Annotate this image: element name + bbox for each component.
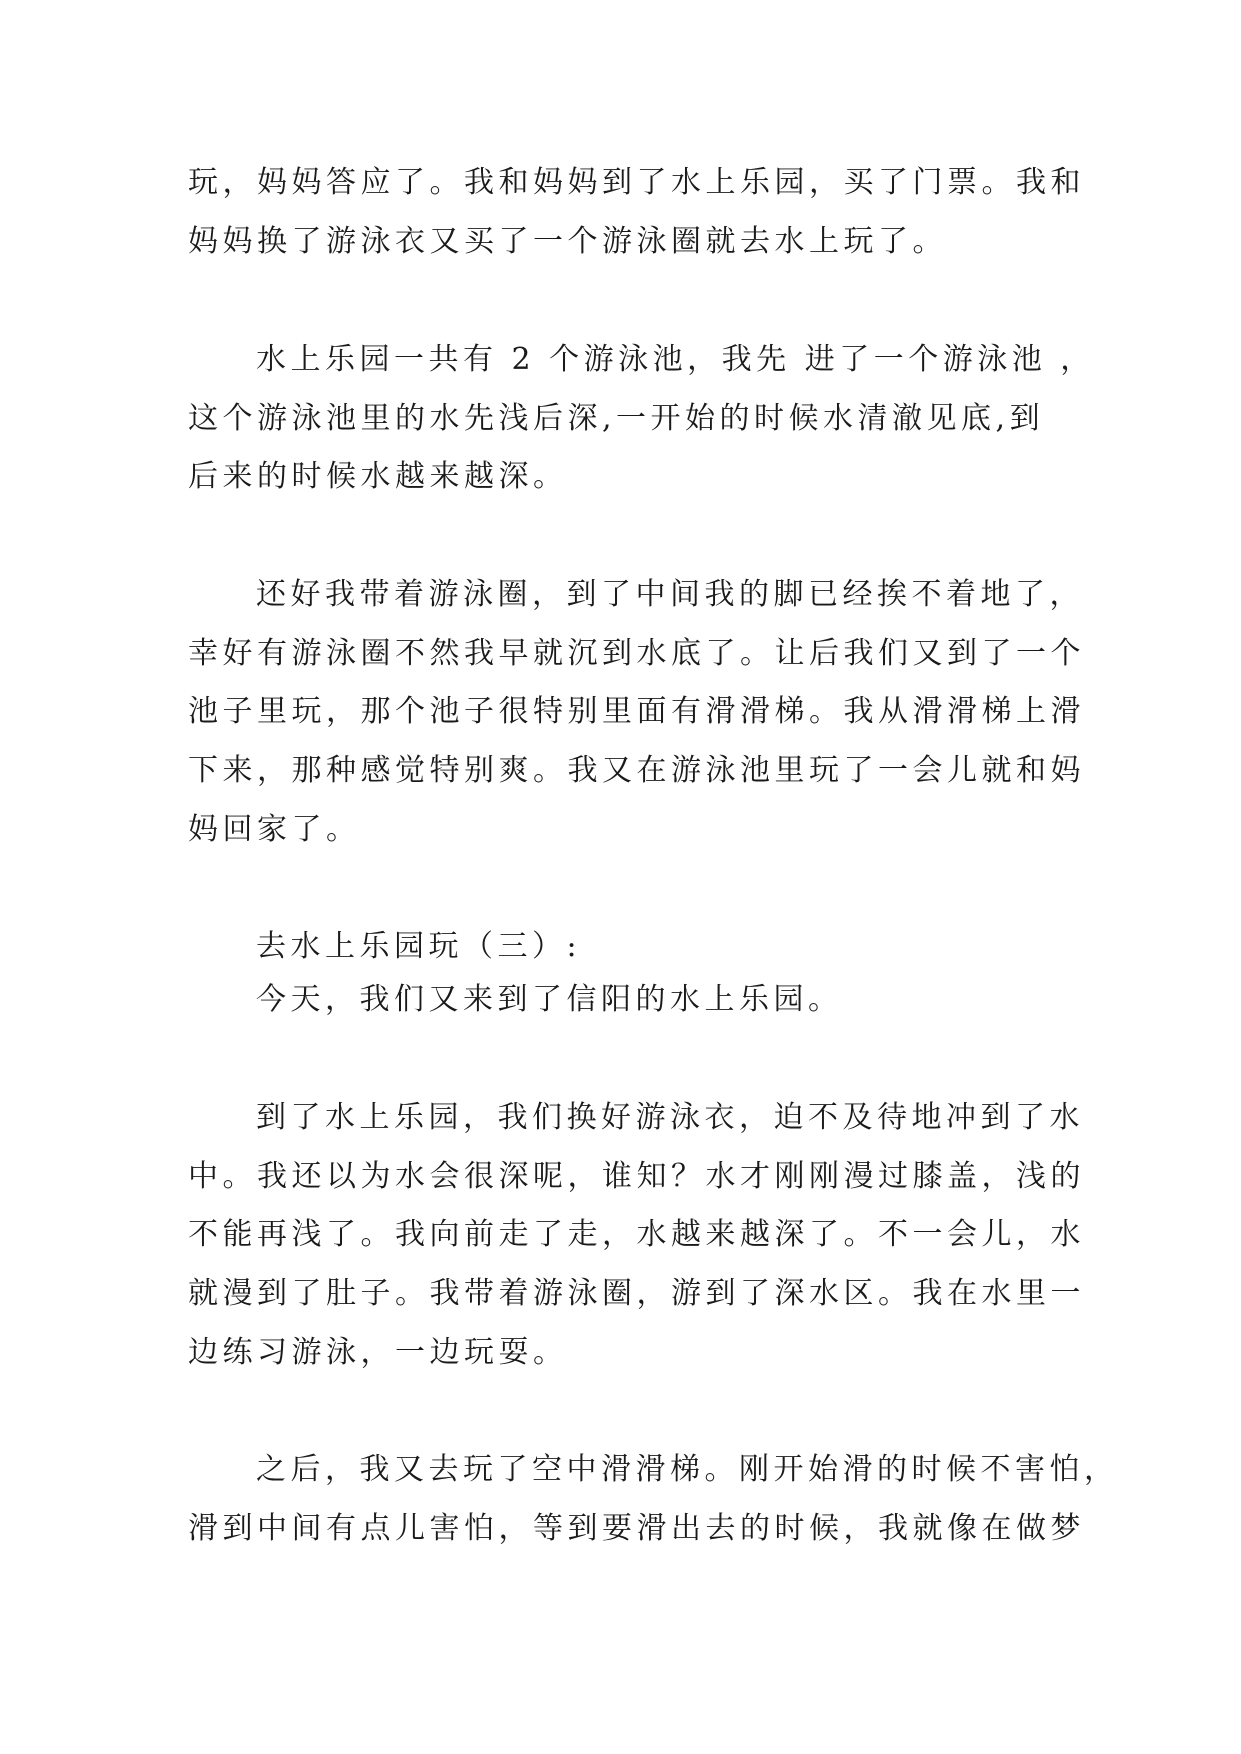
section-title: 去水上乐园玩（三）:: [256, 929, 582, 964]
text-line: 不能再浅了。我向前走了走，水越来越深了。不一会儿，水: [188, 1217, 1085, 1252]
paragraph-first-line: 之后，我又去玩了空中滑滑梯。刚开始滑的时候不害怕，: [256, 1452, 1119, 1487]
text-line: 下来，那种感觉特别爽。我又在游泳池里玩了一会儿就和妈: [188, 753, 1085, 788]
text-line: 妈回家了。: [188, 812, 361, 847]
paragraph-first-line: 还好我带着游泳圈，到了中间我的脚已经挨不着地了，: [256, 577, 1084, 612]
text-line: 滑到中间有点儿害怕，等到要滑出去的时候，我就像在做梦: [188, 1511, 1085, 1546]
text-line: 今天，我们又来到了信阳的水上乐园。: [256, 982, 843, 1017]
text-line: 边练习游泳，一边玩耍。: [188, 1335, 568, 1370]
text-line: 妈妈换了游泳衣又买了一个游泳圈就去水上玩了。: [188, 224, 947, 259]
text-line: 后来的时候水越来越深。: [188, 459, 568, 494]
text-line: 这个游泳池里的水先浅后深,一开始的时候水清澈见底,到: [188, 401, 1045, 436]
text-line: 中。我还以为水会很深呢，谁知？水才刚刚漫过膝盖，浅的: [188, 1159, 1085, 1194]
text-line: 玩，妈妈答应了。我和妈妈到了水上乐园，买了门票。我和: [188, 165, 1085, 200]
text-line: 池子里玩，那个池子很特别里面有滑滑梯。我从滑滑梯上滑: [188, 694, 1085, 729]
paragraph-first-line: 到了水上乐园，我们换好游泳衣，迫不及待地冲到了水: [256, 1100, 1084, 1135]
text-line: 幸好有游泳圈不然我早就沉到水底了。让后我们又到了一个: [188, 636, 1085, 671]
text-line: 就漫到了肚子。我带着游泳圈，游到了深水区。我在水里一: [188, 1276, 1085, 1311]
paragraph-first-line: 水上乐园一共有 2 个游泳池，我先 进了一个游泳池 ，: [256, 342, 1095, 377]
